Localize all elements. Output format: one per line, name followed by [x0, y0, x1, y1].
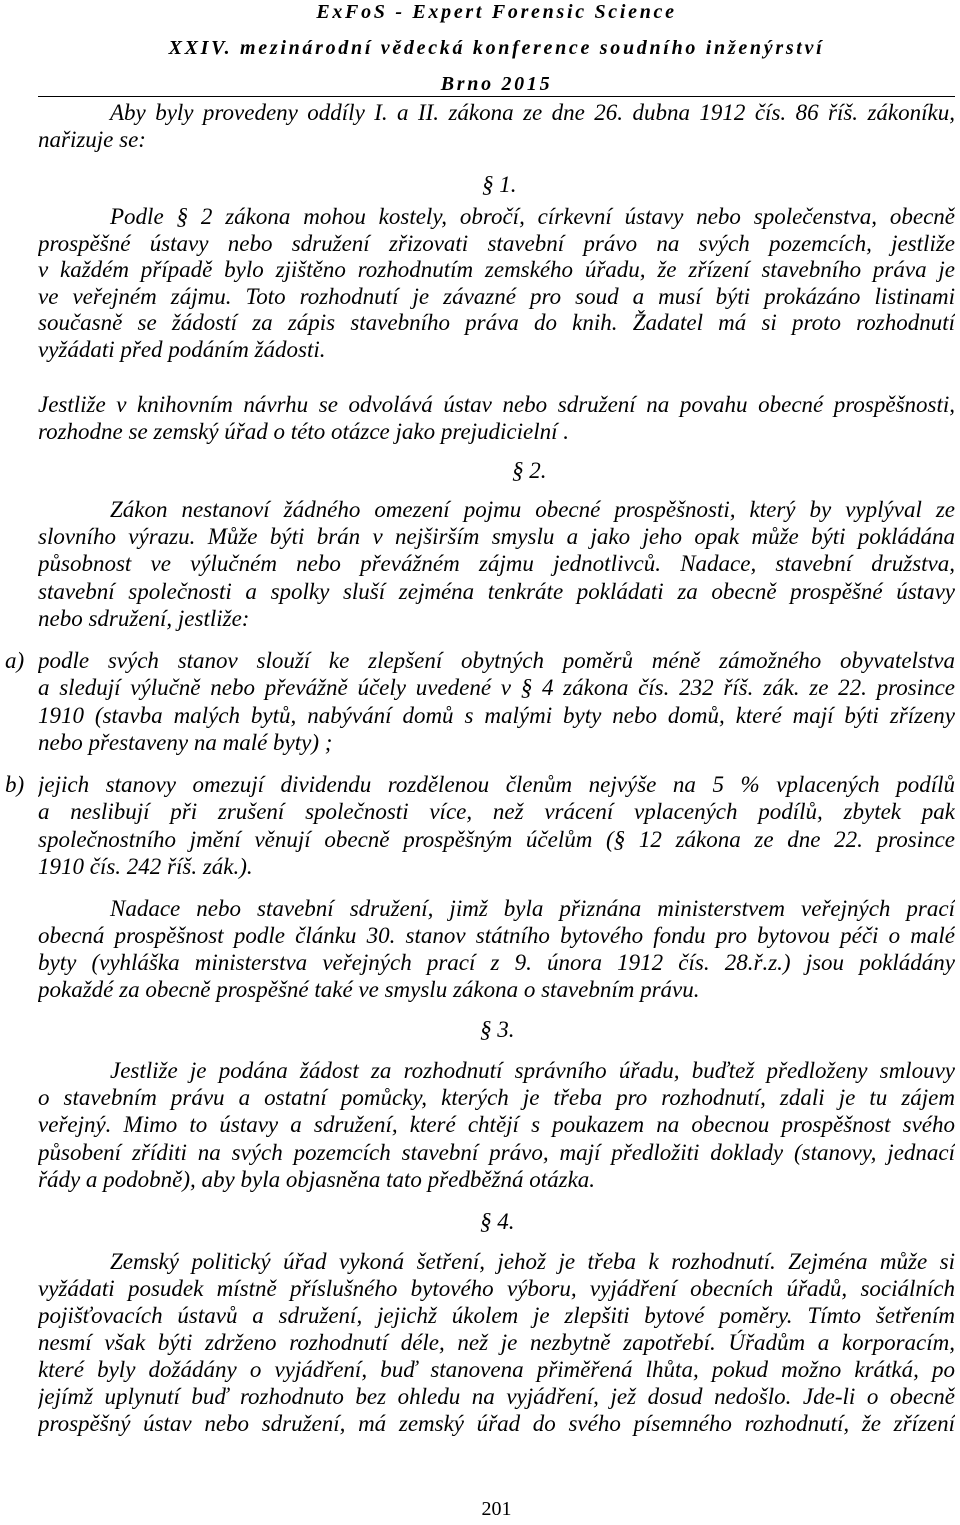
paragraph-line: byty (vyhláška ministerstva veřejných prací z 9. února 1912 čís. 28.ř.z.) jsou pokládány [38, 950, 955, 975]
paragraph-line: které byly dožádány o vyjádření, buď stanovena přiměřená lhůta, pokud možno krátká, po [38, 1357, 955, 1382]
paragraph [38, 204, 955, 364]
paragraph-line: v každém případě bylo zjištěno rozhodnutím zemského úřadu, že zřízení stavebního práva je [38, 257, 955, 283]
paragraph-line: nebo přestaveny na malé byty) ; [38, 729, 333, 755]
paragraph-line: Jestliže v knihovním návrhu se odvolává ústav nebo sdružení na povahu obecné prospěšnosti, [38, 392, 955, 417]
paragraph-line: Aby byly provedeny oddíly I. a II. zákona ze dne 26. dubna 1912 čís. 86 říš. zákoníku, [110, 100, 955, 125]
header-conference: XXIV. mezinárodní vědecká konference soudního inženýrství [168, 37, 825, 59]
paragraph [38, 496, 955, 632]
paragraph-line: řády a podobně), aby byla objasněna tato předběžná otázka. [38, 1166, 596, 1192]
paragraph-line: stavební společnosti a spolky sluší zejména tenkráte pokládati za obecně prospěšné ústavy [38, 578, 955, 604]
paragraph-line: ve veřejném zájmu. Toto rozhodnutí je závazné pro soud a musí býti prokázáno listinami [38, 283, 955, 309]
paragraph-line: veřejný. Mimo to ústavy a sdružení, které chtějí s poukazem na obecnou prospěšnost svého [38, 1112, 955, 1138]
paragraph-line: vyžádati posudek místně příslušného bytového výboru, vyjádření obecních úřadů, sociálních [38, 1276, 955, 1301]
paragraph-line: pojišťovacích ústavů a sdružení, jejichž úkolem je zlepšiti bytové poměry. Tímto šetřením [38, 1303, 955, 1328]
list-item-label: a) [5, 648, 25, 673]
section-heading: § 1. [482, 172, 517, 197]
paragraph-line: obecná prospěšnost podle článku 30. stanov státního bytového fondu pro bytovou péči o malé [38, 923, 955, 948]
intro-paragraph [38, 99, 955, 153]
paragraph-line: a neslibují při zrušení společnosti více, než vrácení vplacených podílů, zbytek pak [38, 799, 955, 825]
paragraph-line: společnostního jmění věnují obecně prospěšným účelům (§ 12 zákona ze dne 22. prosince [38, 826, 955, 852]
list-item-label: b) [5, 772, 25, 797]
paragraph-line: Podle § 2 zákona mohou kostely, obročí, církevní ústavy nebo společenstva, obecně [110, 204, 955, 229]
paragraph-line: Nadace nebo stavební sdružení, jimž byla přiznána ministerstvem veřejných prací [110, 896, 955, 921]
paragraph [38, 1248, 955, 1437]
header-rule [38, 96, 955, 97]
page-number: 201 [481, 1498, 512, 1520]
paragraph-line: prospěšný ústav nebo sdružení, má zemský úřad do svého písemného rozhodnutí, že zřízení [38, 1411, 955, 1436]
list-item [5, 771, 955, 880]
paragraph-line: Zákon nestanoví žádného omezení pojmu obecné prospěšnosti, který by vyplýval ze [110, 497, 955, 522]
paragraph-line: působnost ve výlučném nebo převážném zájmu jednotlivců. Nadace, stavební družstva, [38, 551, 955, 577]
section-heading: § 2. [512, 458, 547, 483]
paragraph-line: o stavebním právu a ostatní pomůcky, kterých je třeba pro rozhodnutí, zdali je tu zájem [38, 1085, 955, 1111]
section-heading: § 4. [480, 1209, 515, 1234]
paragraph-line: nařizuje se: [38, 127, 146, 152]
paragraph-line: Jestliže je podána žádost za rozhodnutí správního úřadu, buďtež předloženy smlouvy [110, 1058, 955, 1083]
paragraph-line: prospěšné ústavy nebo sdružení zřizovati stavební právo na svých pozemcích, jestliže [38, 230, 955, 256]
list-item [5, 647, 955, 756]
paragraph-line: nebo sdružení, jestliže: [38, 605, 250, 631]
paragraph-line: nesmí však býti zdrženo rozhodnutí déle, než je nezbytně zapotřebí. Úřadům a korporacím, [38, 1330, 955, 1355]
paragraph-line: jejich stanovy omezují dividendu rozdělenou členům nejvýše na 5 % vplacených podílů [38, 772, 955, 797]
paragraph [38, 391, 955, 445]
paragraph [38, 895, 955, 1003]
paragraph-line: 1910 čís. 242 říš. zák.). [38, 853, 253, 879]
paragraph-line: současně se žádostí za zápis stavebního práva do knih. Žadatel má si proto rozhodnutí [38, 310, 955, 336]
paragraph-line: vyžádati před podáním žádosti. [38, 336, 326, 362]
header-place-year: Brno 2015 [440, 73, 553, 95]
paragraph-line: rozhodne se zemský úřad o této otázce jako prejudicielní . [38, 419, 570, 444]
paragraph-line: Zemský politický úřad vykoná šetření, jehož je třeba k rozhodnutí. Zejména může si [110, 1249, 955, 1274]
section-heading: § 3. [480, 1017, 515, 1042]
paragraph-line: 1910 (stavba malých bytů, nabývání domů s malými byty nebo domů, které mají býti zřízeny [38, 702, 955, 728]
paragraph-line: jejímž uplynutí buď rozhodnuto bez ohledu na vyjádření, jež dosud nedošlo. Jde-li o obecně [38, 1384, 955, 1409]
paragraph-line: a sledují výlučně nebo převážně účely uvedené v § 4 zákona čís. 232 říš. zák. ze 22. prosince [38, 675, 955, 701]
paragraph-line: podle svých stanov slouží ke zlepšení obytných poměrů méně zámožného obyvatelstva [38, 648, 955, 673]
paragraph [38, 1057, 955, 1193]
paragraph-line: slovního výrazu. Může býti brán v nejširším smyslu a jako jeho opak může býti pokládána [38, 524, 955, 550]
header-title: ExFoS - Expert Forensic Science [316, 1, 677, 23]
paragraph-line: působení zříditi na svých pozemcích stavební právo, mají předložiti doklady (stanovy, jednací [38, 1139, 955, 1165]
paragraph-line: pokaždé za obecně prospěšné také ve smyslu zákona o stavebním právu. [38, 977, 700, 1002]
